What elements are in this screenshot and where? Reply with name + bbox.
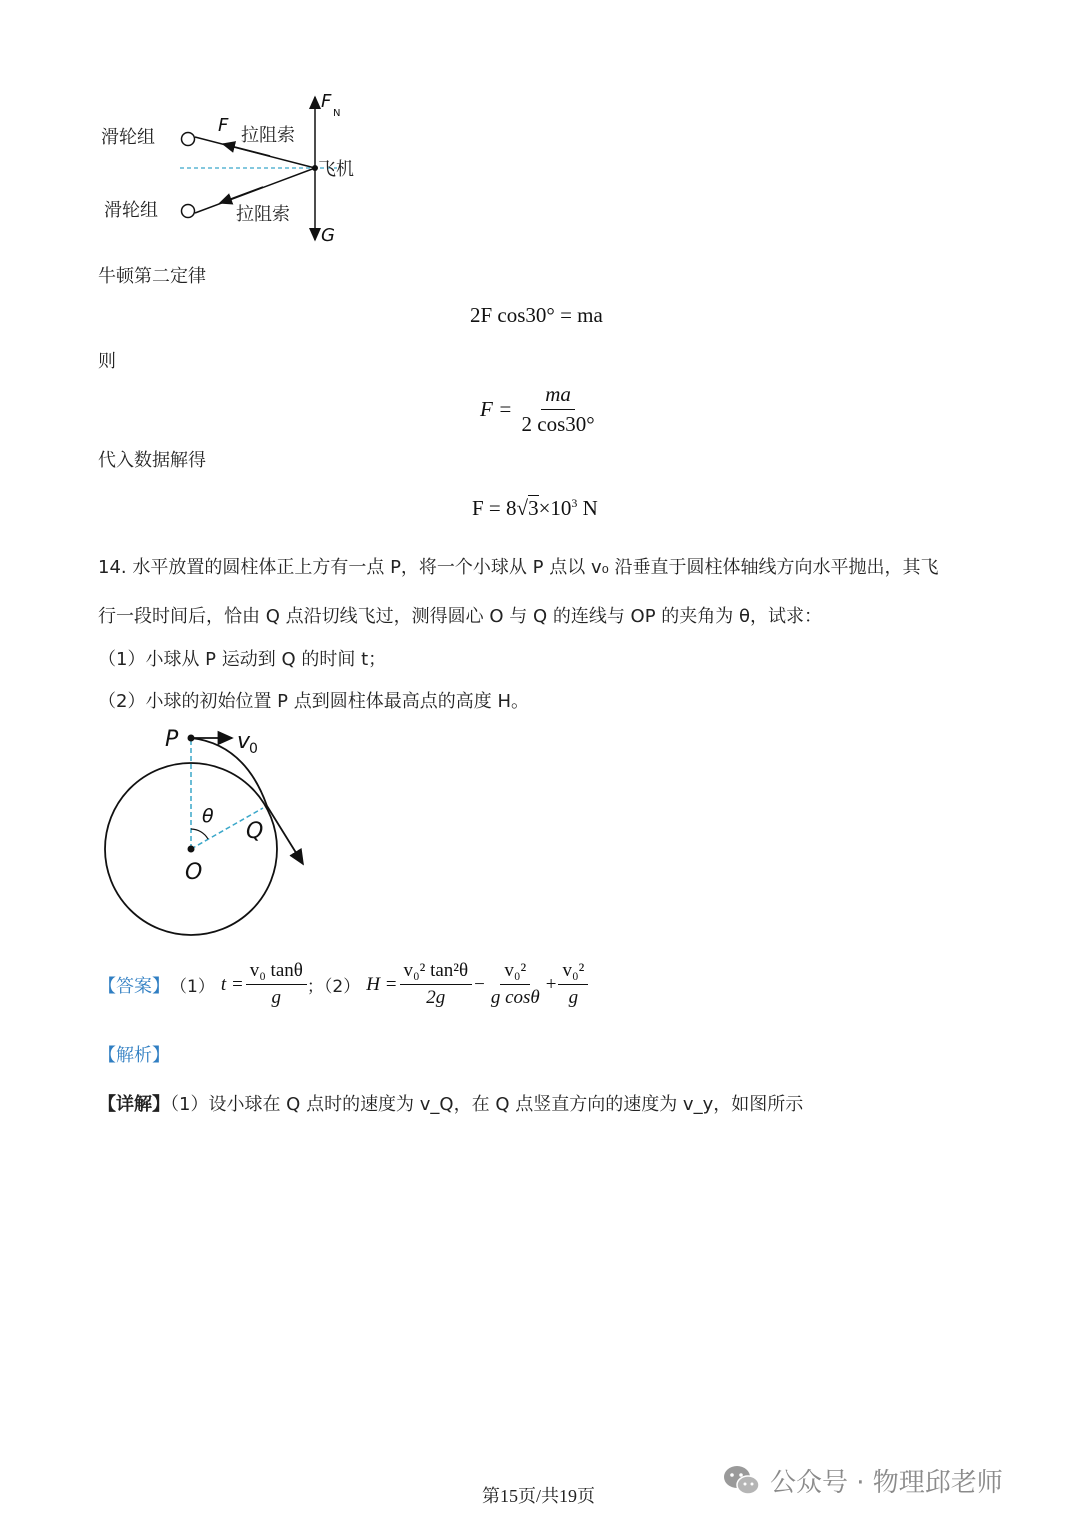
- watermark-text: 公众号 · 物理邱老师: [770, 1468, 1003, 1498]
- detail-text: （1）设小球在 Q 点时的速度为 v_Q，在 Q 点竖直方向的速度为 v_y，如图所示: [170, 1094, 804, 1115]
- plane-label: 飞机: [318, 159, 354, 180]
- H3-numerator: v₀²: [558, 960, 588, 985]
- eq3-root: 3: [528, 496, 539, 520]
- eq3-part-a: F = 8: [472, 496, 517, 520]
- top-cable-label: 拉阻索: [241, 125, 295, 146]
- force-FN-label: F: [321, 91, 332, 112]
- t-numerator: v₀ tanθ: [246, 960, 307, 985]
- H2-denominator: g cosθ: [490, 987, 540, 1008]
- answer-tag: 【答案】: [98, 975, 170, 997]
- analysis-tag: 【解析】: [98, 1045, 170, 1066]
- H1-numerator: v₀² tan²θ: [400, 960, 473, 985]
- question-1: （1）小球从 P 运动到 Q 的时间 t；: [98, 649, 387, 670]
- equation-3: [472, 496, 598, 521]
- eq2-numerator: ma: [541, 382, 575, 410]
- then-text: 则: [98, 351, 116, 372]
- top-pulley-label: 滑轮组: [101, 127, 155, 148]
- H-fraction-1: [400, 960, 473, 1009]
- problem-line-2: 行一段时间后，恰由 Q 点沿切线飞过，测得圆心 O 与 Q 的连线与 OP 的夹角为 θ，试求：: [98, 606, 823, 627]
- H-fraction-2: [487, 960, 544, 1009]
- sqrt-sign: √: [516, 496, 529, 520]
- page-number: 第15页/共19页: [482, 1486, 596, 1506]
- bottom-pulley-icon: [182, 205, 195, 218]
- bottom-cable-label: 拉阻索: [236, 204, 290, 225]
- eq2-denominator: 2 cos30°: [521, 412, 595, 436]
- label-v0-sub: 0: [249, 741, 258, 757]
- t-lhs: t =: [220, 973, 244, 995]
- force-F-label: F: [218, 115, 229, 136]
- H3-denominator: g: [568, 987, 579, 1008]
- t-fraction: [246, 960, 307, 1009]
- question-2: （2）小球的初始位置 P 点到圆柱体最高点的高度 H。: [98, 691, 530, 712]
- point-P: [188, 735, 195, 742]
- H2-numerator: v₀²: [500, 960, 530, 985]
- answer-line: [98, 960, 588, 1009]
- label-O: O: [185, 860, 203, 885]
- equation-1: 2F cos30° = ma: [470, 303, 603, 327]
- label-Q: Q: [246, 819, 264, 844]
- bottom-pulley-label: 滑轮组: [104, 200, 158, 221]
- H1-denominator: 2g: [426, 987, 446, 1008]
- H-fraction-3: [558, 960, 588, 1009]
- detail-tag: 【详解】: [98, 1094, 170, 1115]
- plus-sign: +: [545, 973, 557, 995]
- label-P: P: [165, 727, 179, 752]
- top-pulley-icon: [182, 133, 195, 146]
- answer-part-1: （1）: [170, 977, 215, 997]
- eq2-fraction: [518, 382, 599, 437]
- eq3-part-b: ×10: [538, 496, 572, 520]
- point-O: [188, 846, 195, 853]
- label-theta: θ: [202, 805, 214, 827]
- minus-sign: −: [474, 973, 485, 995]
- trajectory-curve: [191, 738, 303, 864]
- force-diagram: [95, 85, 395, 255]
- answer-separator: ；（2）: [306, 977, 361, 997]
- wechat-icon: [722, 1464, 762, 1498]
- watermark: [722, 1462, 1003, 1499]
- problem-line-1: 14. 水平放置的圆柱体正上方有一点 P，将一个小球从 P 点以 v₀ 沿垂直于圆柱体轴线方向水平抛出，其飞: [98, 557, 939, 578]
- label-v0: v: [237, 729, 251, 754]
- newton-law-text: 牛顿第二定律: [98, 266, 206, 287]
- detail-line: [98, 1090, 803, 1116]
- theta-arc: [191, 829, 208, 839]
- eq3-exponent: 3: [571, 496, 578, 510]
- force-G-label: G: [321, 225, 335, 246]
- eq2-lhs: F =: [480, 397, 513, 421]
- equation-2: [480, 382, 599, 437]
- H-lhs: H =: [366, 973, 398, 995]
- force-FN-sub: N: [333, 108, 341, 119]
- t-denominator: g: [271, 987, 282, 1008]
- eq3-unit: N: [582, 496, 598, 520]
- cylinder-diagram: [95, 722, 335, 942]
- substitute-text: 代入数据解得: [98, 450, 206, 471]
